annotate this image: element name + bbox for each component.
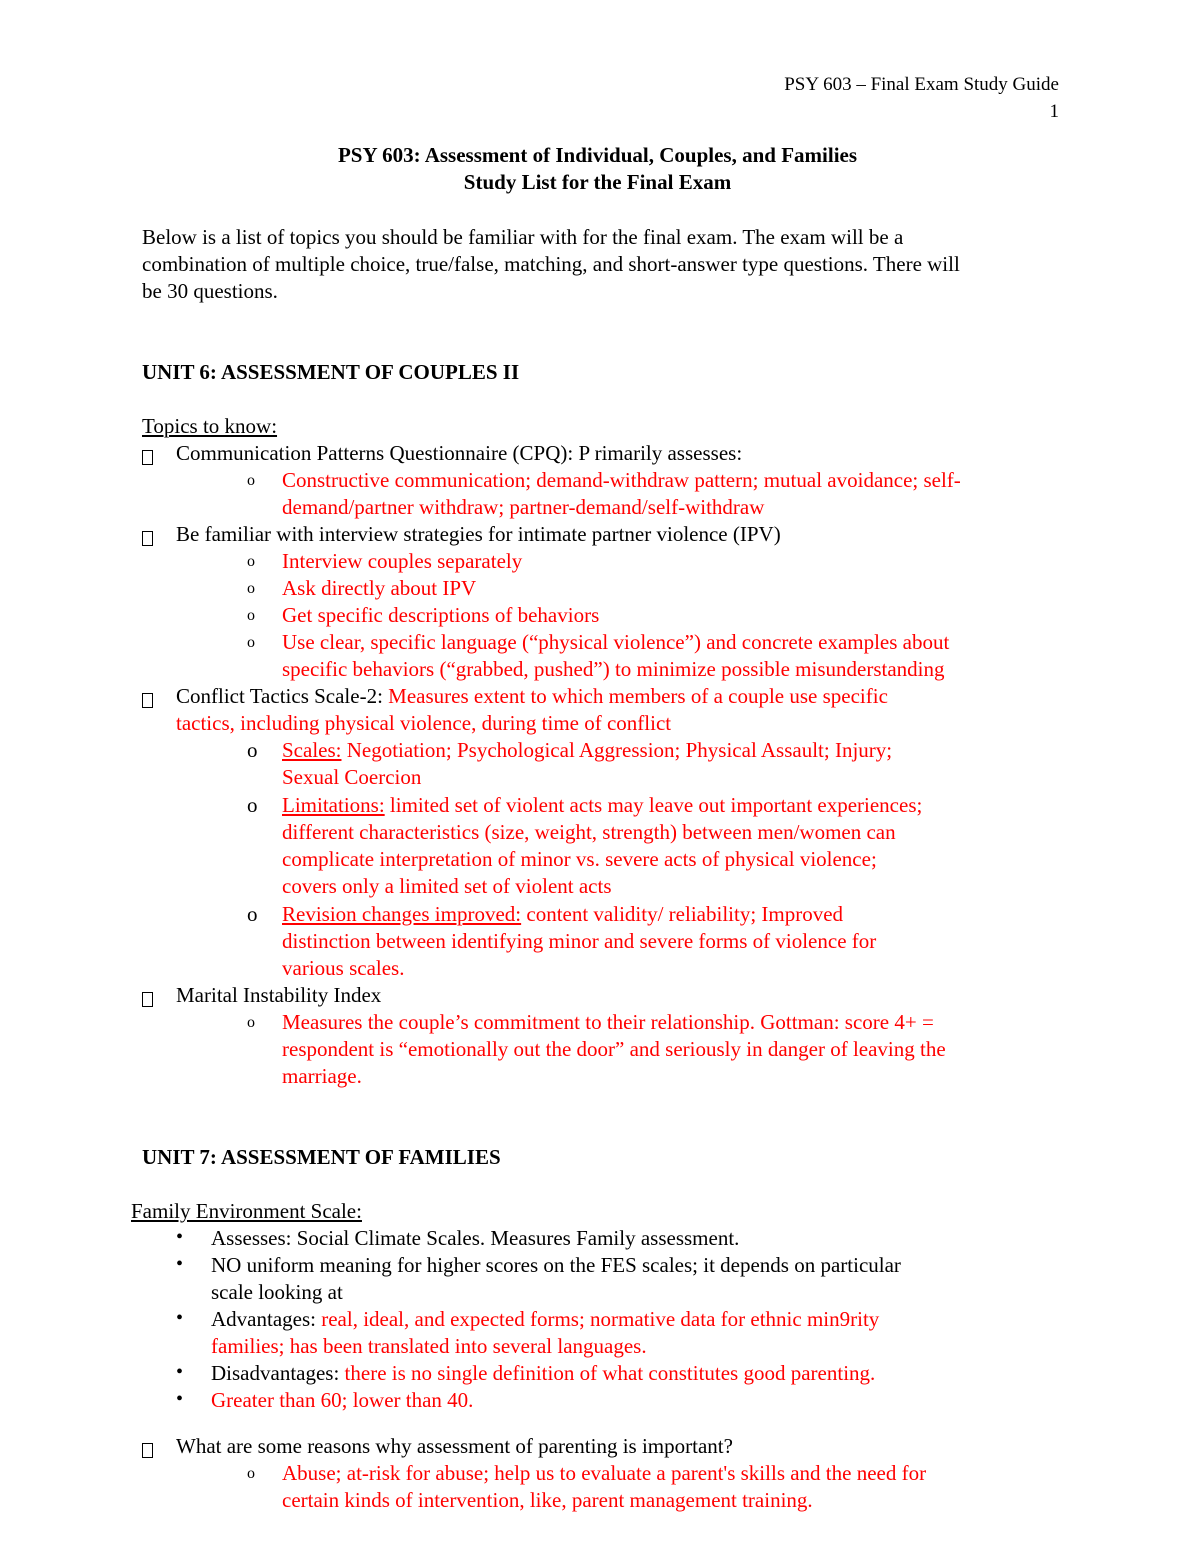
box-icon <box>142 987 153 1012</box>
cts-scales-row <box>282 738 892 763</box>
cts-scales-2: Sexual Coercion <box>282 765 422 789</box>
cts-limitations-row <box>282 793 922 818</box>
fes-advantages-label: Advantages: <box>211 1307 322 1331</box>
bullet-icon: • <box>176 1388 184 1410</box>
cts-limitations-3: complicate interpretation of minor vs. severe acts of physical violence; <box>282 847 877 871</box>
unit7-heading: UNIT 7: ASSESSMENT OF FAMILIES <box>142 1145 501 1169</box>
intro-line-2: combination of multiple choice, true/false, matching, and short-answer type questions. There will <box>142 252 960 276</box>
running-header: PSY 603 – Final Exam Study Guide <box>784 74 1059 95</box>
cts-revision-3: various scales. <box>282 956 405 980</box>
topics-label: Topics to know: <box>142 414 278 438</box>
page-subtitle: Study List for the Final Exam <box>463 170 732 194</box>
intro-line-3: be 30 questions. <box>142 279 278 303</box>
cpq-label: Communication Patterns Questionnaire (CPQ): P rimarily assesses: <box>176 441 743 465</box>
cts-limitations-1: limited set of violent acts may leave out important experiences; <box>384 793 923 817</box>
ipv-item-4b: specific behaviors (“grabbed, pushed”) to minimize possible misunderstanding <box>282 657 945 681</box>
intro-line-1: Below is a list of topics you should be familiar with for the final exam. The exam will be a <box>142 225 904 249</box>
ipv-item-2: Ask directly about IPV <box>282 576 477 600</box>
ipv-item-4a: Use clear, specific language (“physical violence”) and concrete examples about <box>282 630 950 654</box>
fes-disadvantages-label: Disadvantages: <box>211 1361 345 1385</box>
unit6-heading: UNIT 6: ASSESSMENT OF COUPLES II <box>142 360 520 384</box>
cts-revision-row <box>282 902 843 927</box>
parenting-answer-1: Abuse; at-risk for abuse; help us to evaluate a parent's skills and the need for <box>282 1461 927 1485</box>
cts-limitations-2: different characteristics (size, weight, strength) between men/women can <box>282 820 896 844</box>
circle-icon: o <box>247 607 255 624</box>
parenting-answer-2: certain kinds of intervention, like, parent management training. <box>282 1488 813 1512</box>
fes-advantages-2: families; has been translated into several languages. <box>211 1334 647 1358</box>
mii-answer-2: respondent is “emotionally out the door” and seriously in danger of leaving the <box>282 1037 946 1061</box>
cts-desc-2: tactics, including physical violence, during time of conflict <box>176 711 672 735</box>
mii-answer-1: Measures the couple’s commitment to their relationship. Gottman: score 4+ = <box>282 1010 934 1034</box>
ipv-label: Be familiar with interview strategies for intimate partner violence (IPV) <box>176 522 781 546</box>
fes-advantages-1: real, ideal, and expected forms; normative data for ethnic min9rity <box>321 1307 880 1331</box>
bullet-icon: • <box>176 1307 184 1329</box>
cpq-answer-2: demand/partner withdraw; partner-demand/self-withdraw <box>282 495 765 519</box>
page-title: PSY 603: Assessment of Individual, Couples, and Families <box>337 143 858 167</box>
circle-icon: o <box>247 793 258 817</box>
cts-row <box>176 684 888 709</box>
cts-revision-2: distinction between identifying minor and severe forms of violence for <box>282 929 877 953</box>
fes-advantages-row <box>211 1307 879 1332</box>
bullet-icon: • <box>176 1361 184 1383</box>
bullet-icon: • <box>176 1253 184 1275</box>
cpq-answer-1: Constructive communication; demand-withdraw pattern; mutual avoidance; self- <box>282 468 961 492</box>
circle-icon: o <box>247 902 258 926</box>
circle-icon: o <box>247 738 258 762</box>
box-icon <box>142 1438 153 1463</box>
cts-revision-1: content validity/ reliability; Improved <box>521 902 844 926</box>
box-icon <box>142 445 153 470</box>
fes-assesses: Assesses: Social Climate Scales. Measures Family assessment. <box>211 1226 740 1250</box>
bullet-icon: • <box>176 1226 184 1248</box>
fes-label: Family Environment Scale: <box>131 1199 362 1223</box>
circle-icon: o <box>247 1014 255 1031</box>
fes-disadvantages-row <box>211 1361 875 1386</box>
cts-scales-1: Negotiation; Psychological Aggression; Physical Assault; Injury; <box>341 738 893 762</box>
mii-label: Marital Instability Index <box>176 983 382 1007</box>
mii-answer-3: marriage. <box>282 1064 362 1088</box>
cts-limitations-4: covers only a limited set of violent acts <box>282 874 612 898</box>
fes-uniform-2: scale looking at <box>211 1280 343 1304</box>
ipv-item-3: Get specific descriptions of behaviors <box>282 603 600 627</box>
fes-disadvantages-text: there is no single definition of what constitutes good parenting. <box>344 1361 876 1385</box>
cts-desc-1: Measures extent to which members of a couple use specific <box>388 684 888 708</box>
fes-scores: Greater than 60; lower than 40. <box>211 1388 474 1412</box>
circle-icon: o <box>247 472 255 489</box>
cts-revision-label: Revision changes improved: <box>282 902 522 926</box>
circle-icon: o <box>247 634 255 651</box>
circle-icon: o <box>247 1465 255 1482</box>
circle-icon: o <box>247 580 255 597</box>
cts-label: Conflict Tactics Scale-2: <box>176 684 389 708</box>
fes-uniform-1: NO uniform meaning for higher scores on the FES scales; it depends on particular <box>211 1253 901 1277</box>
ipv-item-1: Interview couples separately <box>282 549 523 573</box>
page-number: 1 <box>1049 101 1059 122</box>
cts-scales-label: Scales: <box>282 738 342 762</box>
parenting-question: What are some reasons why assessment of parenting is important? <box>176 1434 733 1458</box>
circle-icon: o <box>247 553 255 570</box>
box-icon <box>142 526 153 551</box>
cts-limitations-label: Limitations: <box>282 793 385 817</box>
box-icon <box>142 688 153 713</box>
